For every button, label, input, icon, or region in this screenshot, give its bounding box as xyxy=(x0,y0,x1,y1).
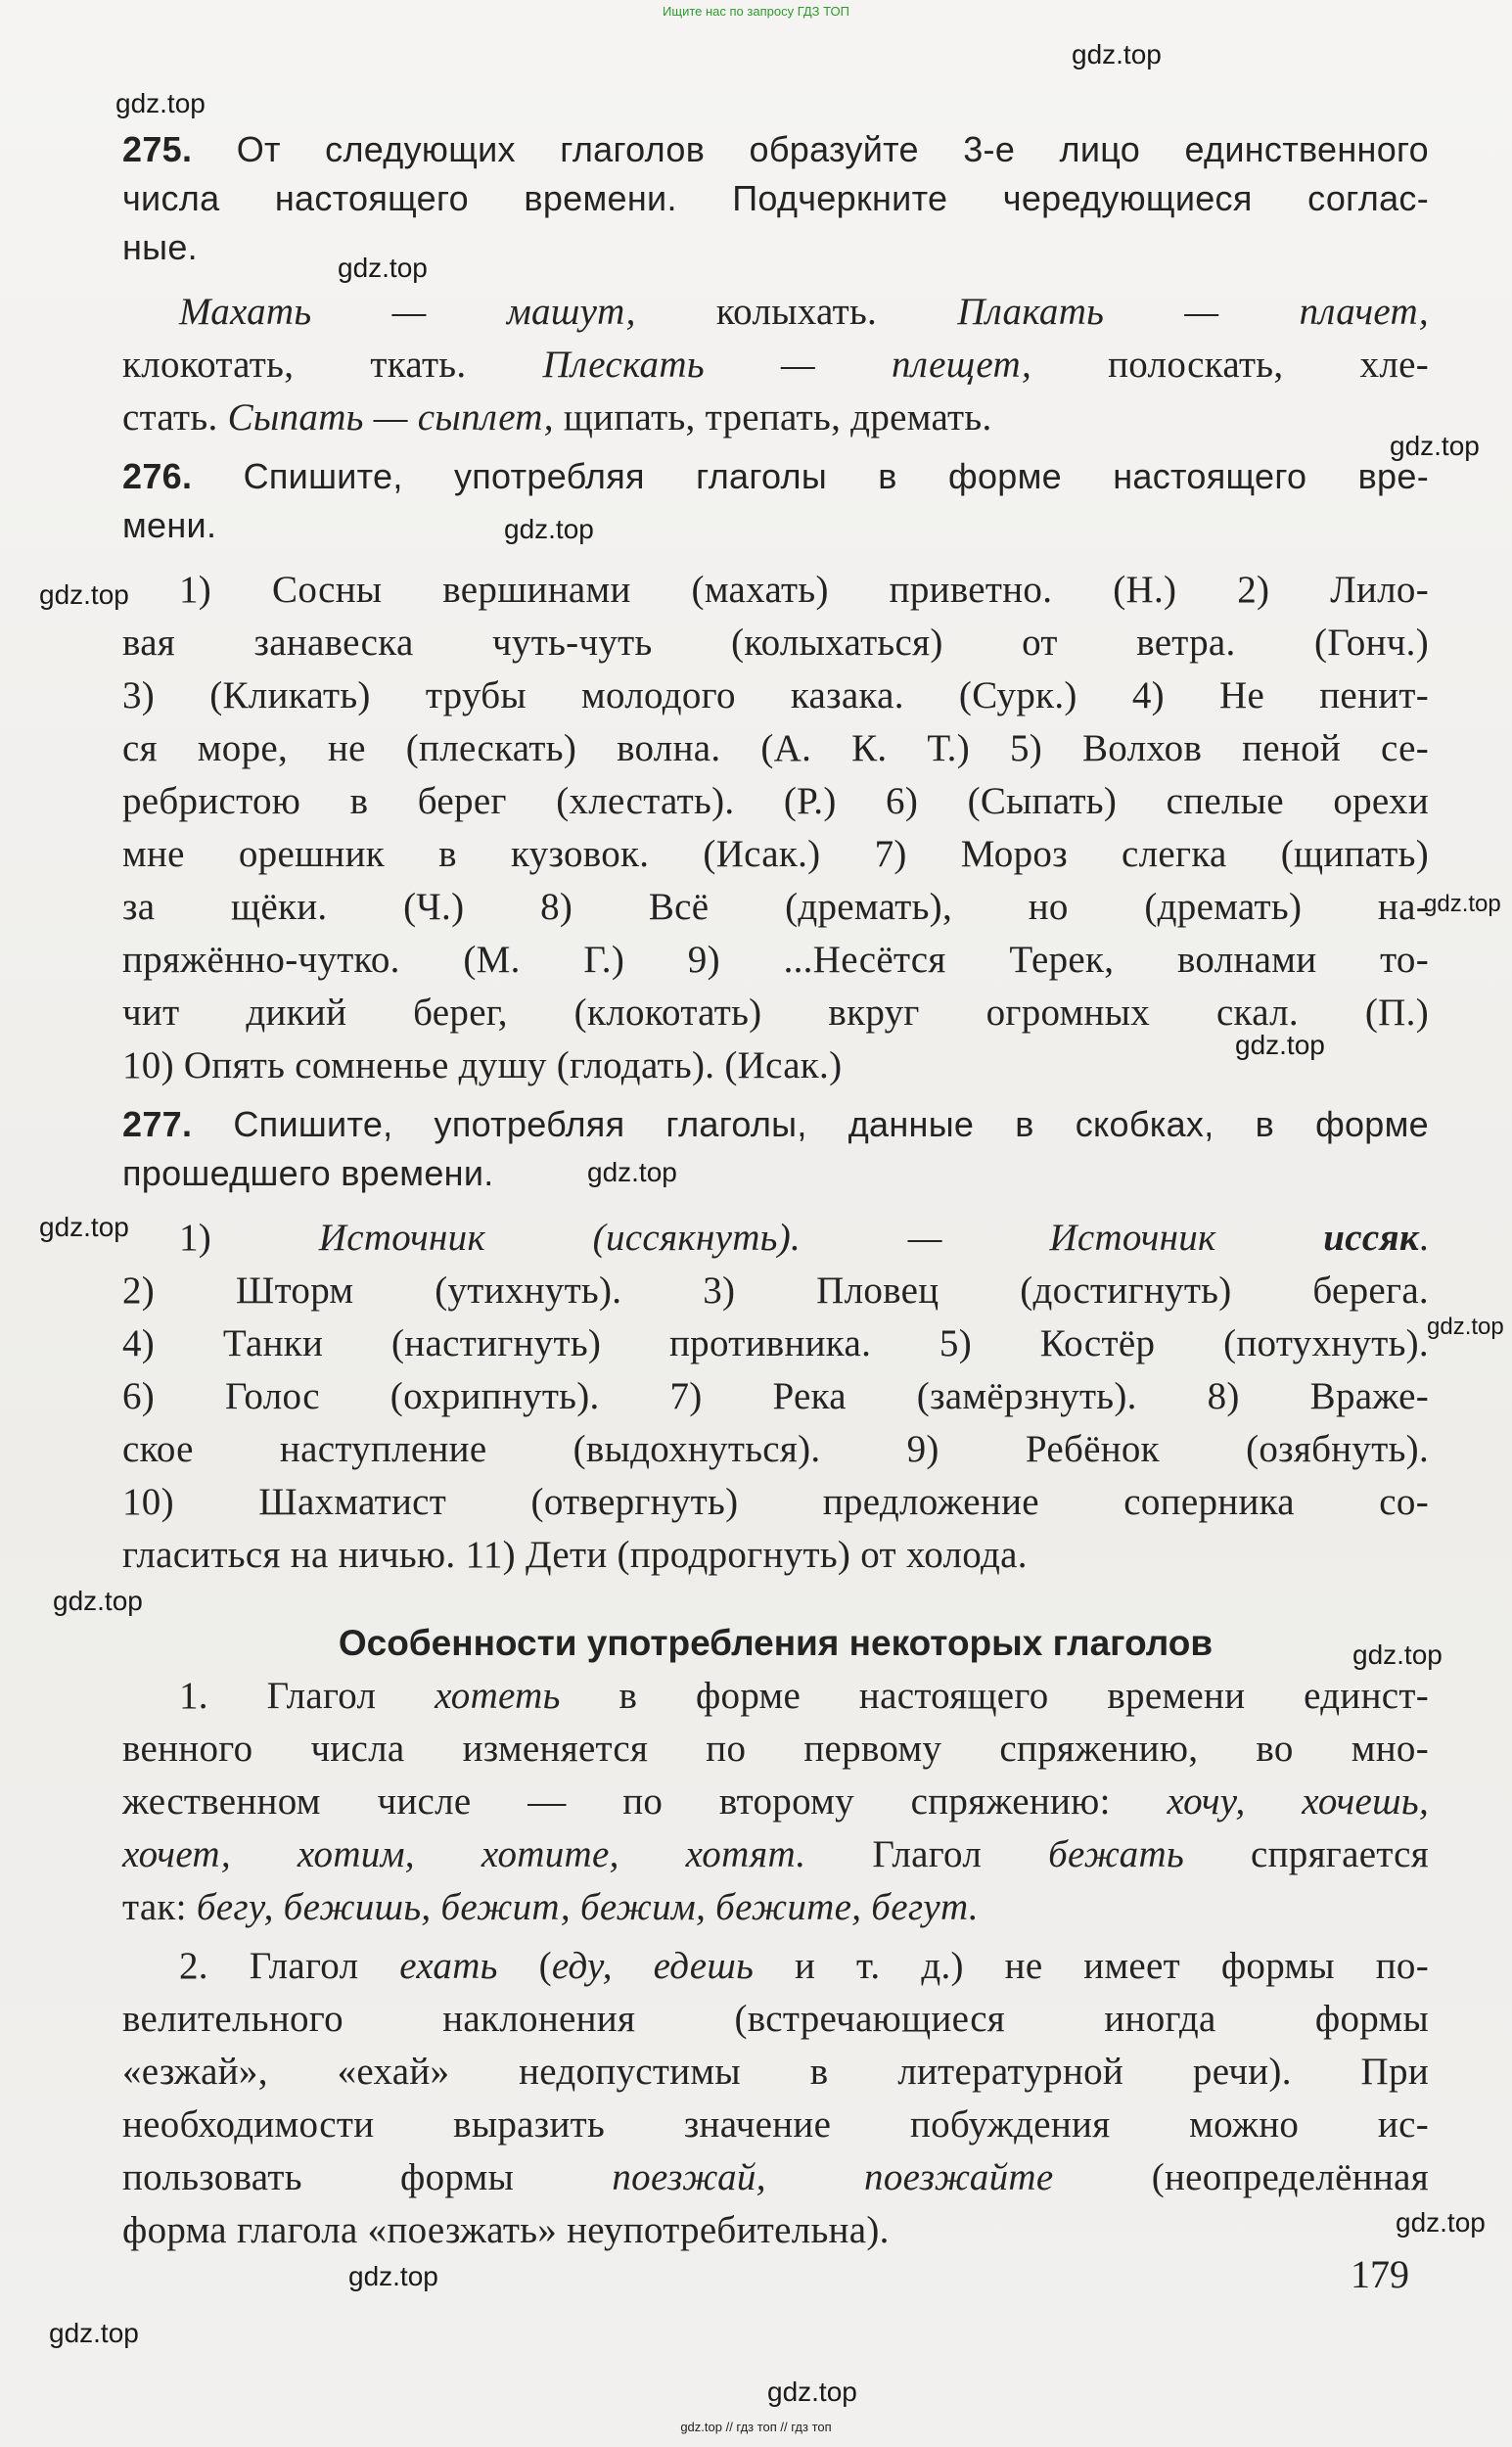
watermark: gdz.top xyxy=(338,253,428,283)
text: Глагол xyxy=(805,1833,1049,1875)
rule-line: венного числа изменяется по первому спряжению, во мно- xyxy=(122,1728,1429,1770)
watermark: gdz.top xyxy=(1235,1030,1325,1060)
text: 2. Глагол xyxy=(179,1945,400,1987)
text: ( xyxy=(497,1945,552,1987)
sentence-line: за щёки. (Ч.) 8) Всё (дремать), но (дремать) на- xyxy=(122,886,1429,928)
rule-line xyxy=(122,1881,1429,1934)
task-text xyxy=(122,125,1429,174)
example-pair: Сыпать — сыплет, xyxy=(227,396,554,439)
rule-line xyxy=(122,2151,1429,2204)
watermark: gdz.top xyxy=(1396,2207,1486,2238)
page-number: 179 xyxy=(1351,2252,1409,2296)
rule-line: «езжай», «ехай» недопустимы в литературной речи). При xyxy=(122,2051,1429,2093)
rule-line: необходимости выразить значение побуждения можно ис- xyxy=(122,2103,1429,2146)
task-text xyxy=(122,452,1429,501)
watermark: gdz.top xyxy=(39,1212,129,1242)
example-pair: Плескать — плещет, xyxy=(542,344,1031,386)
watermark: gdz.top xyxy=(767,2377,857,2407)
example-text: Источник (иссякнуть). — Источник xyxy=(318,1217,1324,1259)
item-number: 1) xyxy=(179,1217,319,1259)
sentence-line: гласиться на ничью. 11) Дети (продрогнуть) от холода. xyxy=(122,1534,1028,1576)
example-answer: иссяк xyxy=(1323,1217,1419,1259)
watermark: gdz.top xyxy=(1352,1639,1443,1670)
word: щипать, трепать, дремать. xyxy=(563,396,992,439)
sentence-line: 10) Шахматист (отвергнуть) предложение соперника со- xyxy=(122,1481,1429,1523)
exercise-276 xyxy=(122,452,1429,1092)
exercise-277 xyxy=(122,1100,1429,1582)
verb-forms: бегу, бежишь, бежит, бежим, бежите, бегут. xyxy=(196,1886,979,1928)
watermark: gdz.top xyxy=(1390,431,1480,461)
example-line xyxy=(122,339,1429,392)
task-line: ные. xyxy=(122,227,198,267)
task-line: От следующих глаголов образуйте 3-е лицо единственного xyxy=(236,129,1429,169)
exercise-number: 275. xyxy=(122,129,193,169)
verb-forms: еду, едешь xyxy=(551,1945,755,1987)
rule-line: велительного наклонения (встречающиеся иногда формы xyxy=(122,1998,1429,2040)
sentence-line: 4) Танки (настигнуть) противника. 5) Костёр (потухнуть). xyxy=(122,1322,1429,1364)
watermark: gdz.top xyxy=(39,579,129,610)
word: клокотать, ткать. xyxy=(122,344,467,386)
sentence-line: пряжённо-чутко. (М. Г.) 9) ...Несётся Терек, волнами то- xyxy=(122,939,1429,981)
rule-section xyxy=(122,1617,1429,2257)
example-pair: Махать — машут, xyxy=(179,291,636,333)
verb-forms: хочет, хотим, хотите, хотят. xyxy=(122,1833,806,1875)
task-line: прошедшего времени. xyxy=(122,1153,494,1193)
punctuation: . xyxy=(1418,1217,1430,1259)
watermark: gdz.top xyxy=(115,88,206,118)
exercise-number: 277. xyxy=(122,1104,193,1144)
sentence-line: 2) Шторм (утихнуть). 3) Пловец (достигнуть) берега. xyxy=(122,1270,1429,1312)
sentence-line: мне орешник в кузовок. (Исак.) 7) Мороз слегка (щипать) xyxy=(122,833,1429,875)
task-line: Спишите, употребляя глаголы, данные в скобках, в форме xyxy=(233,1104,1430,1144)
top-search-note: Ищите нас по запросу ГДЗ ТОП xyxy=(663,4,849,19)
watermark: gdz.top xyxy=(1072,39,1162,69)
text: 1. Глагол xyxy=(179,1675,435,1717)
text: спрягается xyxy=(1184,1833,1429,1875)
bottom-note: gdz.top // гдз топ // гдз топ xyxy=(680,2420,832,2434)
exercise-number: 276. xyxy=(122,456,193,496)
example-line xyxy=(122,286,1429,339)
text: так: xyxy=(122,1886,197,1928)
watermark: gdz.top xyxy=(49,2318,139,2348)
rule-line xyxy=(122,1828,1429,1881)
rule-line xyxy=(122,1776,1429,1828)
sentence-line: 3) (Кликать) трубы молодого казака. (Сурк.) 4) Не пенит- xyxy=(122,674,1429,716)
verb-forms: поезжай, поезжайте xyxy=(612,2156,1054,2198)
rule-line xyxy=(122,1670,1429,1723)
verb: хотеть xyxy=(435,1675,561,1717)
sentence-line: чит дикий берег, (клокотать) вкруг огромных скал. (П.) xyxy=(122,992,1429,1034)
sentence-line: 10) Опять сомненье душу (глодать). (Исак.) xyxy=(122,1044,843,1086)
sentence-line: ся море, не (плескать) волна. (А. К. Т.) 5) Волхов пеной се- xyxy=(122,727,1429,769)
watermark: gdz.top xyxy=(348,2261,438,2291)
rule-line xyxy=(122,1940,1429,1993)
task-line: мени. xyxy=(122,505,217,545)
verb: ехать xyxy=(399,1945,498,1987)
text: в форме настоящего времени единст- xyxy=(560,1675,1429,1717)
section-heading: Особенности употребления некоторых глаголов xyxy=(338,1623,1214,1663)
sentence-line: 6) Голос (охрипнуть). 7) Река (замёрзнуть). 8) Враже- xyxy=(122,1375,1429,1417)
example-line xyxy=(122,392,1429,444)
task-line: числа настоящего времени. Подчеркните чередующиеся соглас- xyxy=(122,178,1429,218)
verb-forms: хочу, хочешь, xyxy=(1167,1780,1430,1823)
example-pair: Плакать — плачет, xyxy=(957,291,1429,333)
task-line: Спишите, употребляя глаголы в форме настоящего вре- xyxy=(243,456,1429,496)
textbook-page xyxy=(122,125,1429,2257)
text: пользовать формы xyxy=(122,2156,613,2198)
word: стать. xyxy=(122,396,218,439)
sentence-line: 1) Сосны вершинами (махать) приветно. (Н.) 2) Лило- xyxy=(179,569,1429,611)
example-line xyxy=(122,1212,1429,1265)
watermark: gdz.top xyxy=(587,1157,677,1187)
verb: бежать xyxy=(1048,1833,1184,1875)
text: (неопределённая xyxy=(1053,2156,1429,2198)
rule-line: форма глагола «поезжать» неупотребительна). xyxy=(122,2209,890,2251)
task-text xyxy=(122,1100,1429,1149)
text: жественном числе — по второму спряжению: xyxy=(122,1780,1168,1823)
text: и т. д.) не имеет формы по- xyxy=(754,1945,1430,1987)
watermark: gdz.top xyxy=(53,1586,143,1616)
sentence-line: ребристою в берег (хлестать). (Р.) 6) (Сыпать) спелые орехи xyxy=(122,780,1429,822)
watermark: gdz.top xyxy=(504,514,594,544)
sentence-line: ское наступление (выдохнуться). 9) Ребёнок (озябнуть). xyxy=(122,1428,1429,1470)
sentence-line: вая занавеска чуть-чуть (колыхаться) от ветра. (Гонч.) xyxy=(122,622,1429,664)
word: полоскать, хле- xyxy=(1108,344,1429,386)
watermark: gdz.top xyxy=(1424,891,1501,917)
watermark: gdz.top xyxy=(1427,1314,1504,1340)
exercise-275 xyxy=(122,125,1429,444)
word: колыхать. xyxy=(715,291,878,333)
